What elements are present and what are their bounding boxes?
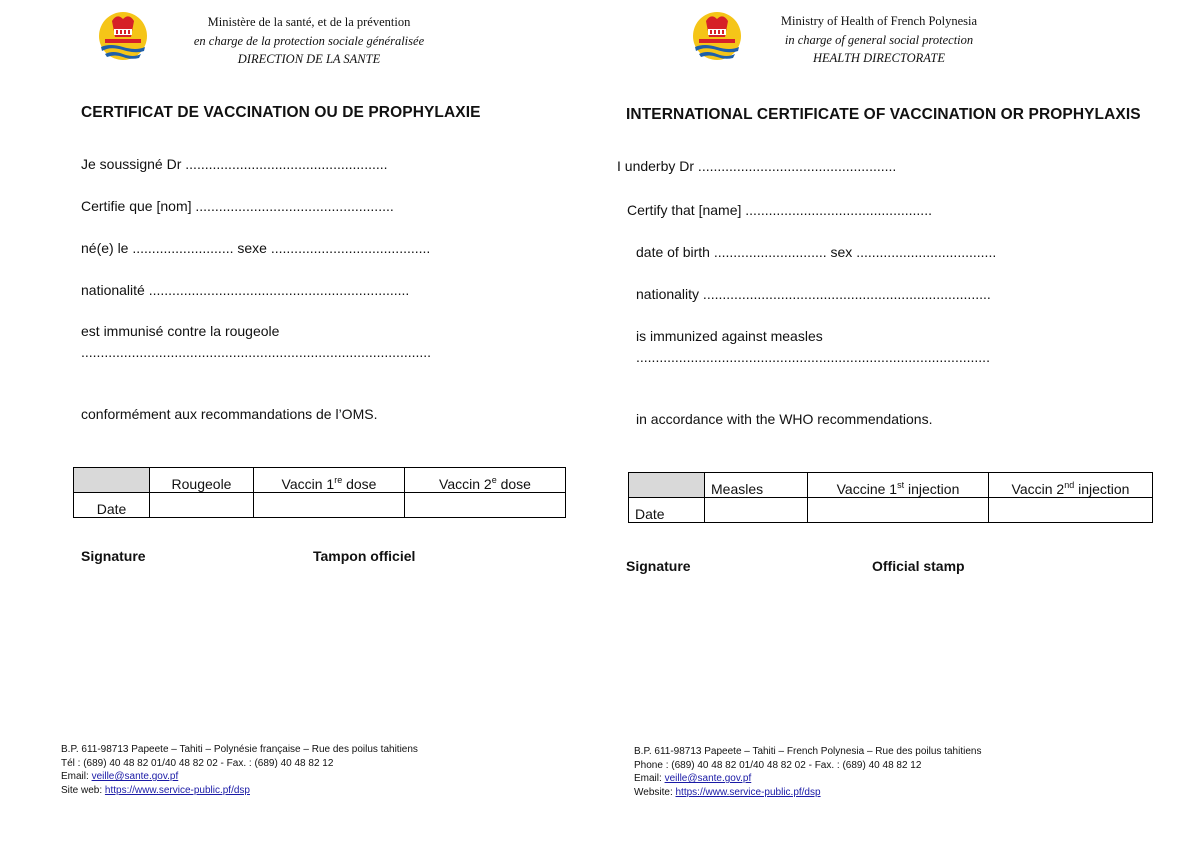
footer-web-line xyxy=(634,786,981,800)
dose-1-sup: st xyxy=(897,480,905,490)
table-row xyxy=(74,493,566,518)
nationality-field: nationalité ................................................................... xyxy=(81,282,410,298)
dose-2-sup: nd xyxy=(1064,480,1075,490)
birth-sex-field: date of birth ............................. sex .................................... xyxy=(636,244,997,260)
table-row xyxy=(629,498,1153,523)
page-title: CERTIFICAT DE VACCINATION OU DE PROPHYLAXIE xyxy=(81,104,481,121)
table-header-row xyxy=(74,468,566,493)
row-label-date: Date xyxy=(629,498,705,523)
footer-web-line xyxy=(61,784,418,798)
dose-2-sup: e xyxy=(491,475,497,485)
dose-2-label: Vaccin 2 xyxy=(1011,481,1065,497)
certificate-english xyxy=(600,0,1200,849)
column-header-dose-2 xyxy=(405,468,566,493)
footer-email-line xyxy=(634,772,981,786)
table-corner-cell xyxy=(629,473,705,498)
footer-web-label: Site web: xyxy=(61,784,105,796)
date-cell-dose-1 xyxy=(808,498,989,523)
compliance-statement: conformément aux recommandations de l’OMS. xyxy=(81,406,378,422)
birth-sex-field: né(e) le .......................... sexe ......................................... xyxy=(81,240,431,256)
footer-address: B.P. 611-98713 Papeete – Tahiti – Polynésie française – Rue des poilus tahitiens xyxy=(61,744,418,755)
footer-address: B.P. 611-98713 Papeete – Tahiti – French Polynesia – Rue des poilus tahitiens xyxy=(634,746,982,757)
website-link[interactable]: https://www.service-public.pf/dsp xyxy=(675,786,821,798)
dose-2-suffix: dose xyxy=(496,476,531,492)
column-header-dose-2 xyxy=(989,473,1153,498)
immunization-label: is immunized against measles xyxy=(636,328,823,344)
footer-phone: Phone : (689) 40 48 82 01/40 48 82 02 - Fax. : (689) 40 48 82 12 xyxy=(634,759,922,771)
nationality-field: nationality .......................................................................... xyxy=(636,286,991,302)
website-link[interactable]: https://www.service-public.pf/dsp xyxy=(104,784,250,796)
ministry-header xyxy=(744,12,1014,68)
immunization-dots: .......................................................................................... xyxy=(81,344,432,360)
signature-label: Signature xyxy=(81,548,146,564)
date-cell-dose-1 xyxy=(254,493,405,518)
ministry-subtitle: en charge de la protection sociale généralisée xyxy=(193,33,425,48)
ministry-subtitle: in charge of general social protection xyxy=(784,32,974,47)
table-header-row xyxy=(629,473,1153,498)
french-polynesia-emblem-icon xyxy=(691,9,743,63)
dose-1-suffix: injection xyxy=(904,481,960,497)
doctor-field: Je soussigné Dr .................................................... xyxy=(81,156,388,172)
dose-2-suffix: injection xyxy=(1074,481,1130,497)
footer-contact xyxy=(61,743,418,797)
column-header-dose-1 xyxy=(808,473,989,498)
vaccination-table xyxy=(628,472,1153,523)
stamp-label: Tampon officiel xyxy=(313,548,416,564)
row-label-date: Date xyxy=(74,493,150,518)
date-cell-dose-2 xyxy=(989,498,1153,523)
ministry-header xyxy=(150,13,468,69)
footer-email-label: Email: xyxy=(61,771,92,782)
footer-email-label: Email: xyxy=(634,773,665,784)
email-link[interactable]: veille@sante.gov.pf xyxy=(664,773,752,784)
column-header-dose-1 xyxy=(254,468,405,493)
column-header-disease: Measles xyxy=(705,473,808,498)
footer-contact xyxy=(634,745,981,799)
ministry-name: Ministère de la santé, et de la prévention xyxy=(207,15,411,29)
date-cell-disease xyxy=(150,493,254,518)
table-corner-cell xyxy=(74,468,150,493)
dose-1-label: Vaccine 1 xyxy=(836,481,898,497)
compliance-statement: in accordance with the WHO recommendations. xyxy=(636,411,933,427)
directorate-name: DIRECTION DE LA SANTE xyxy=(237,52,381,66)
dose-1-label: Vaccin 1 xyxy=(281,476,335,492)
dose-1-suffix: dose xyxy=(342,476,377,492)
ministry-name: Ministry of Health of French Polynesia xyxy=(780,14,978,28)
french-polynesia-emblem-icon xyxy=(97,9,149,63)
directorate-name: HEALTH DIRECTORATE xyxy=(812,51,946,65)
stamp-label: Official stamp xyxy=(872,558,965,574)
signature-label: Signature xyxy=(626,558,691,574)
dose-2-label: Vaccin 2 xyxy=(439,476,492,492)
footer-email-line xyxy=(61,770,418,784)
vaccination-table xyxy=(73,467,566,518)
date-cell-disease xyxy=(705,498,808,523)
dose-1-sup: re xyxy=(334,475,343,485)
immunization-dots: ........................................................................................... xyxy=(636,349,990,365)
doctor-field: I underby Dr ................................................... xyxy=(617,158,897,174)
column-header-disease: Rougeole xyxy=(150,468,254,493)
email-link[interactable]: veille@sante.gov.pf xyxy=(91,771,179,782)
immunization-label: est immunisé contre la rougeole xyxy=(81,323,280,339)
name-field: Certify that [name] ................................................ xyxy=(627,202,932,218)
date-cell-dose-2 xyxy=(405,493,566,518)
footer-phone: Tél : (689) 40 48 82 01/40 48 82 02 - Fax. : (689) 40 48 82 12 xyxy=(61,757,334,769)
page-title: INTERNATIONAL CERTIFICATE OF VACCINATION OR PROPHYLAXIS xyxy=(626,106,1141,123)
footer-web-label: Website: xyxy=(634,786,676,798)
name-field: Certifie que [nom] ................................................... xyxy=(81,198,394,214)
